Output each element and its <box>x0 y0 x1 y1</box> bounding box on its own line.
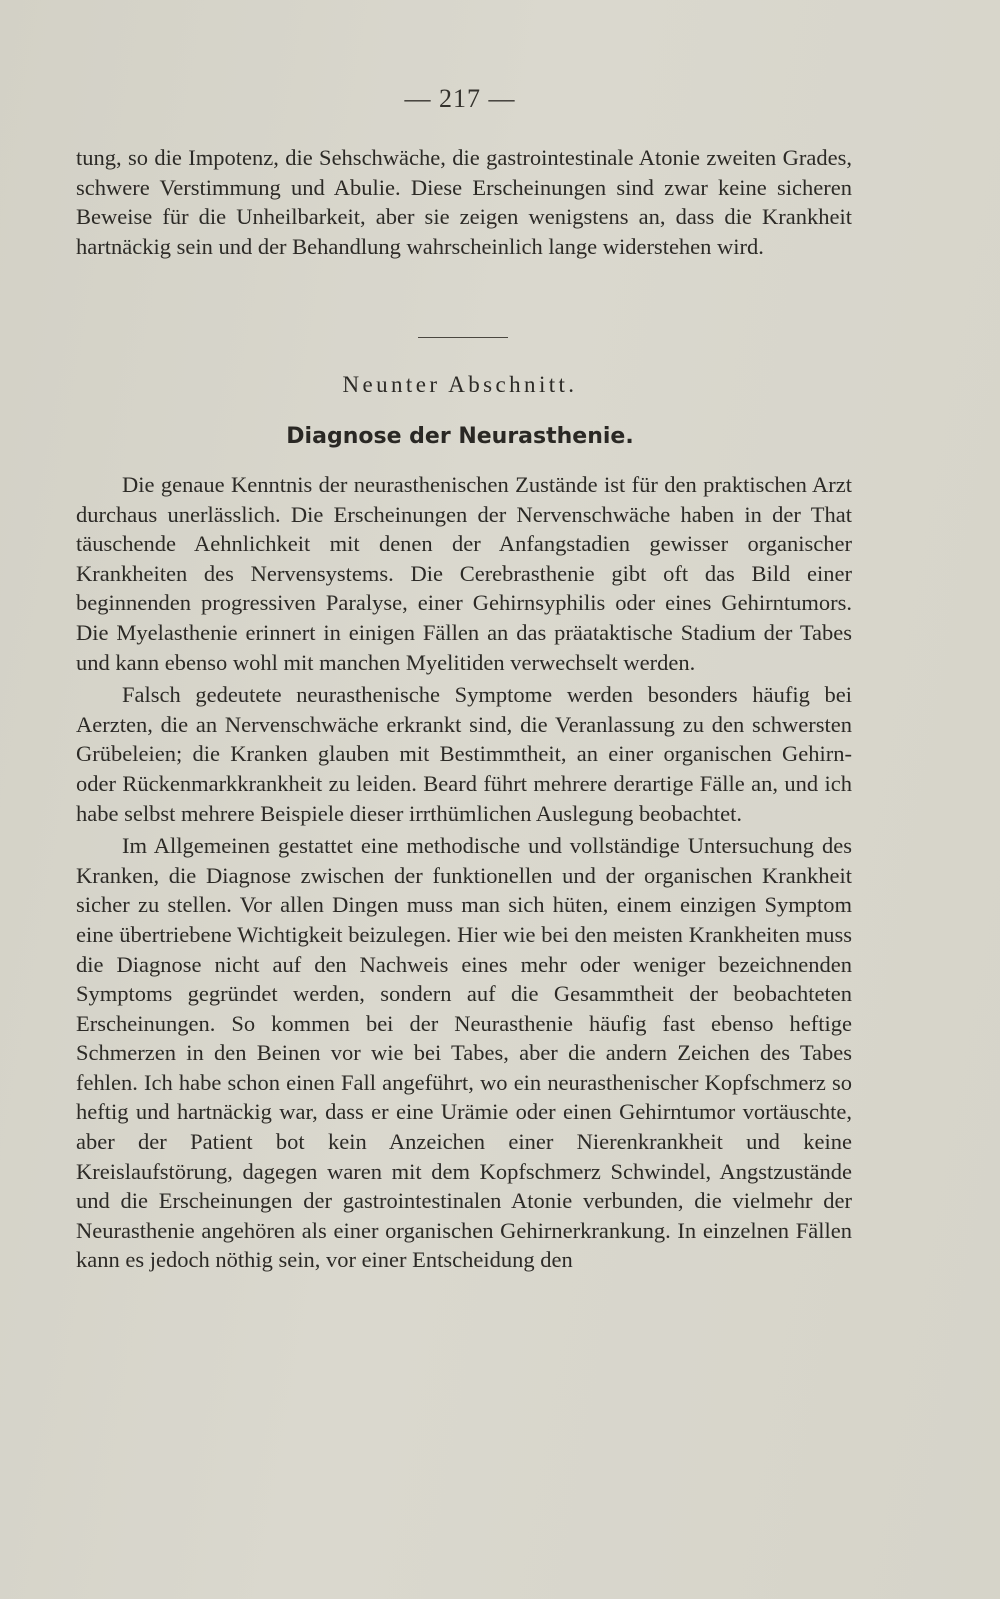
main-text-block <box>76 470 852 1278</box>
paragraph-3: Im Allgemeinen gestattet eine methodische und vollständige Untersuchung des Kranken, die Diagnose zwischen der funktionellen und der organischen Krankheit sicher zu stellen. Vor allen Dingen muss man sich hüten, einem einzigen Symptom eine übertriebene Wichtigkeit beizulegen. Hier wie bei den meisten Krankheiten muss die Diagnose nicht auf den Nachweis eines mehr oder weniger bezeichnenden Symptoms gegründet werden, sondern auf die Gesammtheit der beobachteten Erscheinungen. So kommen bei der Neurasthenie häufig fast ebenso heftige Schmerzen in den Beinen vor wie bei Tabes, aber die andern Zeichen des Tabes fehlen. Ich habe schon einen Fall angeführt, wo ein neurasthenischer Kopfschmerz so heftig und hartnäckig war, dass er eine Urämie oder einen Gehirntumor vortäuschte, aber der Patient bot kein Anzeichen einer Nierenkrankheit und keine Kreislaufstörung, dagegen waren mit dem Kopfschmerz Schwindel, Angstzustände und die Erscheinungen der gastrointestinalen Atonie verbunden, die vielmehr der Neurasthenie angehören als einer organischen Gehirnerkrankung. In einzelnen Fällen kann es jedoch nöthig sein, vor einer Entscheidung den <box>76 833 852 1273</box>
intro-paragraph: tung, so die Impotenz, die Sehschwäche, die gastrointestinale Atonie zweiten Grades, schwere Verstimmung und Abulie. Diese Erscheinungen sind zwar keine sicheren Beweise für die Unheilbarkeit, aber sie zeigen wenigstens an, dass die Krankheit hartnäckig sein und der Behandlung wahrscheinlich lange widerstehen wird. <box>76 145 852 259</box>
section-separator-rule <box>418 337 508 338</box>
intro-text-block <box>76 143 852 264</box>
paragraph-1: Die genaue Kenntnis der neurasthenischen Zustände ist für den praktischen Arzt durchaus unerlässlich. Die Erscheinungen der Nervenschwäche haben in der That täuschende Aehnlichkeit mit denen der Anfangstadien gewisser organischer Krankheiten des Nervensystems. Die Cerebrasthenie gibt oft das Bild einer beginnenden progressiven Paralyse, einer Gehirnsyphilis oder eines Gehirntumors. Die Myelasthenie erinnert in einigen Fällen an das präataktische Stadium der Tabes und kann ebenso wohl mit manchen Myelitiden verwechselt werden. <box>76 472 852 675</box>
paragraph-2: Falsch gedeutete neurasthenische Symptome werden besonders häufig bei Aerzten, die an Nervenschwäche erkrankt sind, die Veranlassung zu den schwersten Grübeleien; die Kranken glauben mit Bestimmtheit, an einer organischen Gehirn- oder Rückenmarkkrankheit zu leiden. Beard führt mehrere derartige Fälle an, und ich habe selbst mehrere Beispiele dieser irrthümlichen Auslegung beobachtet. <box>76 682 852 826</box>
section-title: Diagnose der Neurasthenie. <box>286 424 634 449</box>
section-label: Neunter Abschnitt. <box>342 372 578 397</box>
page-number: — 217 — <box>404 84 516 113</box>
